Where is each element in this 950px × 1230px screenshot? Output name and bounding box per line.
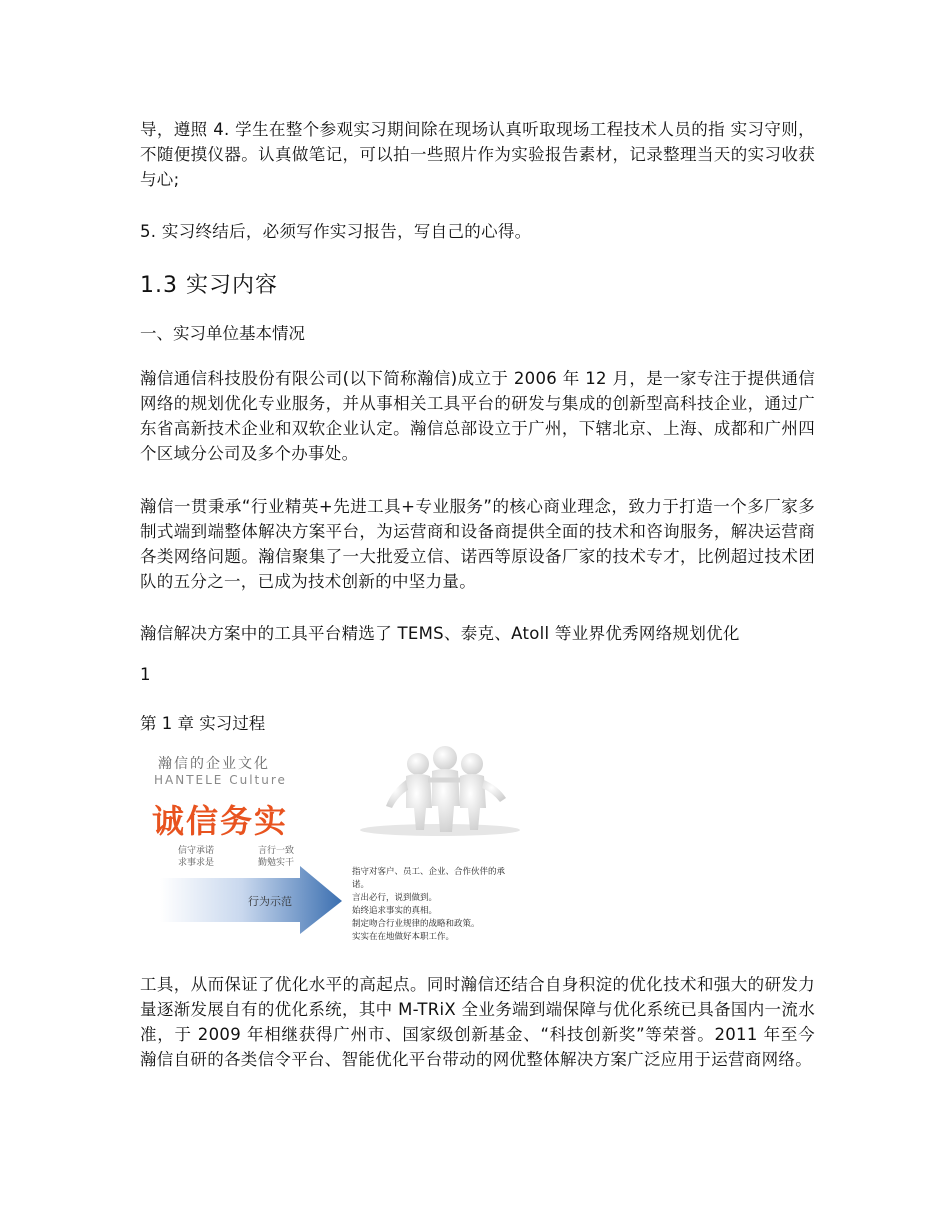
behavior-item: 实实在在地做好本职工作。 (352, 932, 455, 942)
paragraph-company-intro: 瀚信通信科技股份有限公司(以下简称瀚信)成立于 2006 年 12 月，是一家专注于提供通信网络的规划优化专业服务，并从事相关工具平台的研发与集成的创新型高科技企业，通过广东省高新技术企业和双软企业认定。瀚信总部设立于广州，下辖北京、上海、成都和广州四个区域分公司及多个办事处。 (140, 369, 815, 463)
value-item: 言行一致 (258, 846, 295, 856)
value-item: 求事求是 (178, 858, 215, 868)
paragraph-tool-platform: 瀚信解决方案中的工具平台精选了 TEMS、泰克、Atoll 等业界优秀网络规划优化 (140, 624, 740, 643)
culture-figure (140, 746, 595, 948)
paragraph-report-requirement: 5. 实习终结后，必须写作实习报告，写自己的心得。 (140, 222, 532, 241)
behavior-item: 始终追求事实的真相。 (352, 906, 438, 916)
behavior-item: 言出必行，说到做到。 (352, 893, 438, 903)
figure-title-cn: 瀚信的企业文化 (158, 756, 270, 772)
chapter-title: 第 1 章 实习过程 (140, 714, 266, 733)
page-number: 1 (140, 665, 151, 684)
people-figure-icon (360, 746, 520, 836)
behavior-item: 指守对客户、员工、企业、合作伙伴的承 (352, 867, 506, 877)
paragraph-internship-rules: 导，遵照 4. 学生在整个参观实习期间除在现场认真听取现场工程技术人员的指 实习守则，不随便摸仪器。认真做笔记，可以拍一些照片作为实验报告素材，记录整理当天的实习收获与心; (140, 120, 815, 189)
behavior-item: 诺。 (352, 880, 370, 890)
arrow-label: 行为示范 (248, 895, 292, 908)
value-item: 信守承诺 (178, 846, 215, 856)
section-heading: 1.3 实习内容 (140, 273, 278, 298)
subsection-heading: 一、实习单位基本情况 (140, 324, 305, 343)
behavior-item: 制定吻合行业规律的战略和政策。 (352, 919, 480, 929)
paragraph-optimization-system: 工具，从而保证了优化水平的高起点。同时瀚信还结合自身积淀的优化技术和强大的研发力量逐渐发展自有的优化系统，其中 M-TRiX 全业务端到端保障与优化系统已具备国内一流水准，于 2009 年相继获得广州市、国家级创新基金、“科技创新奖”等荣誉。2011 年至今瀚信自研的各类信令平台、智能优化平台带动的网优整体解决方案广泛应用于运营商网络。 (140, 975, 815, 1069)
value-item: 勤勉实干 (258, 858, 295, 868)
figure-title-en: HANTELE Culture (154, 773, 287, 787)
figure-slogan: 诚信务实 (152, 802, 289, 840)
paragraph-business-philosophy: 瀚信一贯秉承“行业精英+先进工具+专业服务”的核心商业理念，致力于打造一个多厂家多制式端到端整体解决方案平台，为运营商和设备商提供全面的技术和咨询服务，解决运营商各类网络问题。瀚信聚集了一大批爱立信、诺西等原设备厂家的技术专才，比例超过技术团队的五分之一，已成为技术创新的中坚力量。 (140, 497, 815, 591)
